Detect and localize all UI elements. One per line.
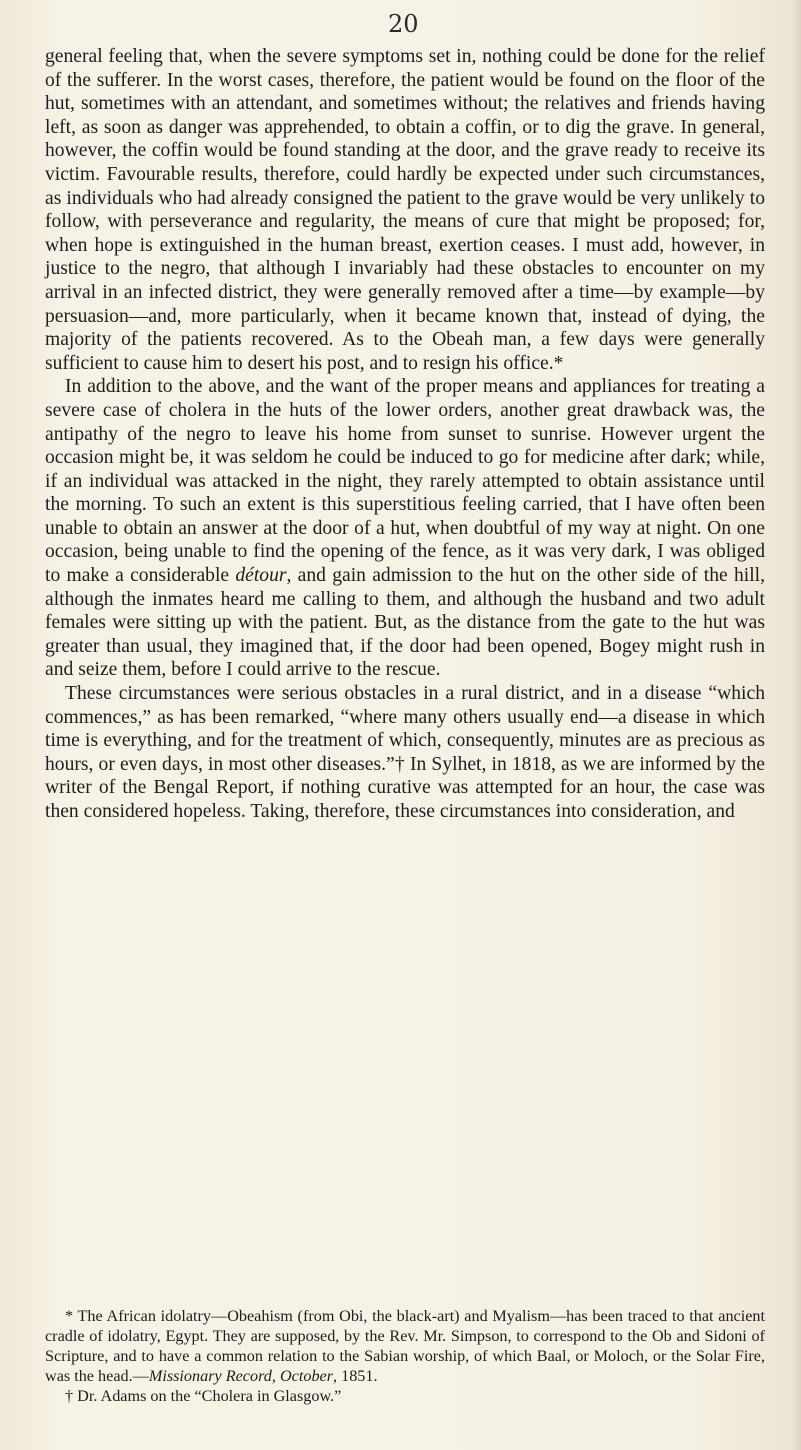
footnote-1-text-a: * The African idolatry—Obeahism (from Obi, the black-art) and Myalism—has been traced to that ancient cradle of idolatry, Egypt. They are supposed, by the Rev. Mr. Simpson, to correspond to the Ob and Sidoni of Scripture, and to have a common relation to the Sabian worship, of which Baal, or Moloch, or the Solar Fire, was the head.— bbox=[45, 1307, 765, 1385]
paragraph-3-text: These circumstances were serious obstacles in a rural district, and in a disease “which commences,” as has been remarked, “where many others usually end—a disease in which time is everything, and for the treatment of which, consequently, minutes are as precious as hours, or even days, in most other diseases.”† In Sylhet, in 1818, as we are informed by the writer of the Bengal Report, if nothing curative was attempted for an hour, the case was then considered hopeless. Taking, therefore, these circumstances into consideration, and bbox=[45, 683, 765, 822]
paragraph-1 bbox=[45, 45, 765, 375]
paragraph-2-text-b: , and gain admission to the hut on the other side of the hill, although the inmates heard me calling to them, and although the husband and two adult females were sitting up with the patient. But, as the distance from the gate to the hut was greater than usual, they imagined that, if the door had been opened, Bogey might rush in and seize them, before I could arrive to the rescue. bbox=[45, 565, 765, 681]
paragraph-2-italic-detour: détour bbox=[235, 565, 287, 587]
footnotes bbox=[45, 1306, 765, 1406]
footnote-1-italic-source: Missionary Record, October bbox=[148, 1367, 334, 1385]
page-number: 20 bbox=[388, 10, 419, 38]
body-text bbox=[45, 45, 765, 824]
footnote-obeahism bbox=[45, 1306, 765, 1386]
paragraph-3 bbox=[45, 682, 765, 824]
footnote-1-text-b: , 1851. bbox=[333, 1367, 378, 1385]
paragraph-1-text: general feeling that, when the severe symptoms set in, nothing could be done for the relief of the sufferer. In the worst cases, therefore, the patient would be found on the floor of the hut, sometimes with an attendant, and sometimes without; the relatives and friends having left, as soon as danger was apprehended, to obtain a coffin, or to dig the grave. In general, however, the coffin would be found standing at the door, and the grave ready to receive its victim. Favourable results, therefore, could hardly be expected under such circumstances, as individuals who had already consigned the patient to the grave would be very unlikely to follow, with perseverance and regularity, the means of cure that might be proposed; for, when hope is extinguished in the human breast, exertion ceases. I must add, however, in justice to the negro, that although I invariably had these obstacles to encounter on my arrival in an infected district, they were generally removed after a time—by example—by persuasion—and, more particularly, when it became known that, instead of dying, the majority of the patients recovered. As to the Obeah man, a few days were generally sufficient to cause him to desert his post, and to resign his office.* bbox=[45, 46, 765, 374]
page-edge-shadow bbox=[791, 0, 801, 1450]
footnote-adams bbox=[45, 1386, 765, 1406]
footnote-2-text: † Dr. Adams on the “Cholera in Glasgow.” bbox=[65, 1387, 342, 1405]
paragraph-2 bbox=[45, 375, 765, 682]
paragraph-2-text-a: In addition to the above, and the want of the proper means and appliances for treating a severe case of cholera in the huts of the lower orders, another great drawback was, the antipathy of the negro to leave his home from sunset to sunrise. However urgent the occasion might be, it was seldom he could be induced to go for medicine after dark; while, if an individual was attacked in the night, they rarely attempted to obtain assistance until the morning. To such an extent is this superstitious feeling carried, that I have often been unable to obtain an answer at the door of a hut, when doubtful of my way at night. On one occasion, being unable to find the opening of the fence, as it was very dark, I was obliged to make a considerable bbox=[45, 376, 765, 587]
